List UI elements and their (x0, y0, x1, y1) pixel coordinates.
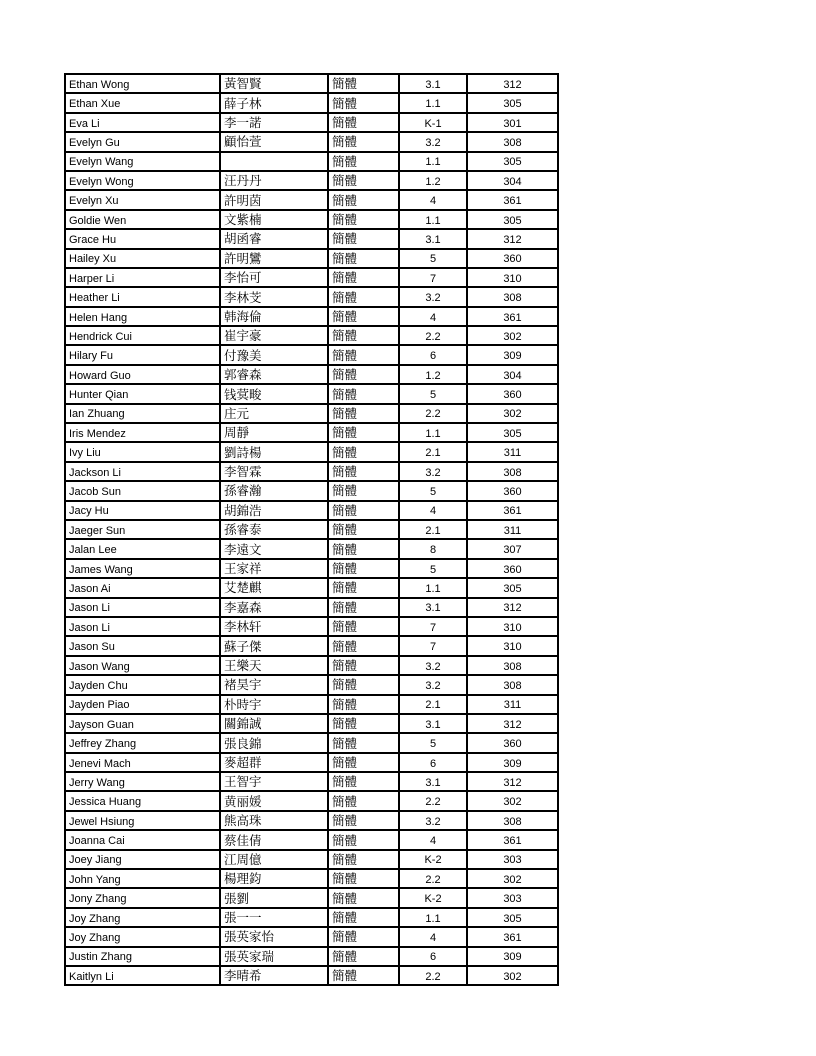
chinese-name-cell: 薛子林 (220, 93, 328, 112)
script-cell: 簡體 (328, 365, 399, 384)
chinese-name-cell: 李林芠 (220, 287, 328, 306)
room-number-cell: 308 (467, 462, 558, 481)
chinese-name-cell: 麥超群 (220, 753, 328, 772)
english-name-cell: Grace Hu (65, 229, 220, 248)
chinese-name-cell: 顧怡萱 (220, 132, 328, 151)
grade-level-cell: K-2 (399, 888, 467, 907)
script-cell: 簡體 (328, 113, 399, 132)
room-number-cell: 361 (467, 927, 558, 946)
grade-level-cell: 1.1 (399, 578, 467, 597)
student-roster-table (64, 73, 559, 986)
room-number-cell: 304 (467, 365, 558, 384)
english-name-cell: Eva Li (65, 113, 220, 132)
room-number-cell: 361 (467, 501, 558, 520)
script-cell: 簡體 (328, 268, 399, 287)
table-row (65, 365, 558, 384)
script-cell: 簡體 (328, 850, 399, 869)
english-name-cell: Harper Li (65, 268, 220, 287)
table-row (65, 307, 558, 326)
english-name-cell: Joy Zhang (65, 908, 220, 927)
table-row (65, 171, 558, 190)
table-row (65, 559, 558, 578)
table-row (65, 791, 558, 810)
grade-level-cell: 7 (399, 636, 467, 655)
chinese-name-cell: 文紫楠 (220, 210, 328, 229)
room-number-cell: 308 (467, 287, 558, 306)
script-cell: 簡體 (328, 384, 399, 403)
room-number-cell: 360 (467, 733, 558, 752)
script-cell: 簡體 (328, 520, 399, 539)
script-cell: 簡體 (328, 74, 399, 93)
english-name-cell: Justin Zhang (65, 947, 220, 966)
english-name-cell: Ian Zhuang (65, 404, 220, 423)
chinese-name-cell: 钱蓂畯 (220, 384, 328, 403)
room-number-cell: 312 (467, 772, 558, 791)
chinese-name-cell: 艾楚麒 (220, 578, 328, 597)
chinese-name-cell: 李遠文 (220, 539, 328, 558)
room-number-cell: 308 (467, 675, 558, 694)
script-cell: 簡體 (328, 947, 399, 966)
chinese-name-cell: 周靜 (220, 423, 328, 442)
english-name-cell: Joey Jiang (65, 850, 220, 869)
english-name-cell: Evelyn Gu (65, 132, 220, 151)
room-number-cell: 301 (467, 113, 558, 132)
table-row (65, 326, 558, 345)
chinese-name-cell: 黃智賢 (220, 74, 328, 93)
grade-level-cell: 5 (399, 249, 467, 268)
english-name-cell: Jony Zhang (65, 888, 220, 907)
chinese-name-cell: 熊高珠 (220, 811, 328, 830)
script-cell: 簡體 (328, 927, 399, 946)
table-row (65, 675, 558, 694)
room-number-cell: 311 (467, 520, 558, 539)
english-name-cell: Jason Su (65, 636, 220, 655)
table-row (65, 152, 558, 171)
script-cell: 簡體 (328, 345, 399, 364)
script-cell: 簡體 (328, 93, 399, 112)
script-cell: 簡體 (328, 733, 399, 752)
chinese-name-cell: 張劉 (220, 888, 328, 907)
grade-level-cell: K-2 (399, 850, 467, 869)
chinese-name-cell: 李怡可 (220, 268, 328, 287)
script-cell: 簡體 (328, 501, 399, 520)
grade-level-cell: K-1 (399, 113, 467, 132)
grade-level-cell: 1.1 (399, 423, 467, 442)
table-row (65, 249, 558, 268)
table-row (65, 345, 558, 364)
table-row (65, 229, 558, 248)
script-cell: 簡體 (328, 539, 399, 558)
script-cell: 簡體 (328, 791, 399, 810)
table-row (65, 733, 558, 752)
table-row (65, 656, 558, 675)
table-row (65, 384, 558, 403)
grade-level-cell: 2.2 (399, 869, 467, 888)
english-name-cell: Jackson Li (65, 462, 220, 481)
script-cell: 簡體 (328, 598, 399, 617)
chinese-name-cell: 楊理鈞 (220, 869, 328, 888)
table-row (65, 636, 558, 655)
room-number-cell: 309 (467, 947, 558, 966)
chinese-name-cell: 張良錦 (220, 733, 328, 752)
chinese-name-cell: 王智宇 (220, 772, 328, 791)
table-row (65, 811, 558, 830)
chinese-name-cell: 蘇子傑 (220, 636, 328, 655)
table-row (65, 113, 558, 132)
grade-level-cell: 5 (399, 733, 467, 752)
room-number-cell: 311 (467, 695, 558, 714)
table-row (65, 268, 558, 287)
grade-level-cell: 5 (399, 481, 467, 500)
chinese-name-cell: 關錦誠 (220, 714, 328, 733)
chinese-name-cell: 李嘉森 (220, 598, 328, 617)
chinese-name-cell: 王家祥 (220, 559, 328, 578)
chinese-name-cell: 胡函睿 (220, 229, 328, 248)
table-row (65, 908, 558, 927)
chinese-name-cell: 李晴希 (220, 966, 328, 985)
table-row (65, 966, 558, 985)
grade-level-cell: 4 (399, 927, 467, 946)
room-number-cell: 308 (467, 811, 558, 830)
english-name-cell: Jason Li (65, 598, 220, 617)
script-cell: 簡體 (328, 753, 399, 772)
english-name-cell: Joy Zhang (65, 927, 220, 946)
script-cell: 簡體 (328, 830, 399, 849)
grade-level-cell: 6 (399, 947, 467, 966)
room-number-cell: 307 (467, 539, 558, 558)
table-row (65, 74, 558, 93)
room-number-cell: 310 (467, 617, 558, 636)
table-row (65, 442, 558, 461)
room-number-cell: 311 (467, 442, 558, 461)
script-cell: 簡體 (328, 636, 399, 655)
script-cell: 簡體 (328, 442, 399, 461)
script-cell: 簡體 (328, 578, 399, 597)
room-number-cell: 305 (467, 578, 558, 597)
room-number-cell: 303 (467, 850, 558, 869)
script-cell: 簡體 (328, 307, 399, 326)
table-row (65, 695, 558, 714)
chinese-name-cell: 張一一 (220, 908, 328, 927)
room-number-cell: 360 (467, 559, 558, 578)
room-number-cell: 305 (467, 93, 558, 112)
grade-level-cell: 3.1 (399, 772, 467, 791)
chinese-name-cell: 黄丽媛 (220, 791, 328, 810)
grade-level-cell: 4 (399, 190, 467, 209)
table-row (65, 210, 558, 229)
table-row (65, 850, 558, 869)
english-name-cell: Evelyn Xu (65, 190, 220, 209)
room-number-cell: 361 (467, 830, 558, 849)
grade-level-cell: 6 (399, 753, 467, 772)
grade-level-cell: 7 (399, 617, 467, 636)
grade-level-cell: 3.1 (399, 598, 467, 617)
grade-level-cell: 2.2 (399, 966, 467, 985)
script-cell: 簡體 (328, 326, 399, 345)
chinese-name-cell: 蔡佳倩 (220, 830, 328, 849)
room-number-cell: 312 (467, 714, 558, 733)
chinese-name-cell: 胡錦浩 (220, 501, 328, 520)
script-cell: 簡體 (328, 908, 399, 927)
english-name-cell: Jalan Lee (65, 539, 220, 558)
english-name-cell: John Yang (65, 869, 220, 888)
chinese-name-cell: 崔宇豪 (220, 326, 328, 345)
english-name-cell: Jacob Sun (65, 481, 220, 500)
script-cell: 簡體 (328, 481, 399, 500)
chinese-name-cell: 張英家瑞 (220, 947, 328, 966)
room-number-cell: 308 (467, 656, 558, 675)
table-row (65, 404, 558, 423)
script-cell: 簡體 (328, 772, 399, 791)
english-name-cell: Joanna Cai (65, 830, 220, 849)
room-number-cell: 304 (467, 171, 558, 190)
script-cell: 簡體 (328, 171, 399, 190)
grade-level-cell: 1.1 (399, 210, 467, 229)
script-cell: 簡體 (328, 714, 399, 733)
grade-level-cell: 4 (399, 501, 467, 520)
grade-level-cell: 5 (399, 559, 467, 578)
grade-level-cell: 7 (399, 268, 467, 287)
room-number-cell: 303 (467, 888, 558, 907)
grade-level-cell: 3.2 (399, 462, 467, 481)
script-cell: 簡體 (328, 617, 399, 636)
table-row (65, 753, 558, 772)
room-number-cell: 302 (467, 869, 558, 888)
chinese-name-cell: 許明鸞 (220, 249, 328, 268)
grade-level-cell: 2.1 (399, 520, 467, 539)
table-row (65, 617, 558, 636)
room-number-cell: 312 (467, 598, 558, 617)
script-cell: 簡體 (328, 190, 399, 209)
grade-level-cell: 3.2 (399, 811, 467, 830)
english-name-cell: Jaeger Sun (65, 520, 220, 539)
english-name-cell: Jenevi Mach (65, 753, 220, 772)
chinese-name-cell: 王樂天 (220, 656, 328, 675)
english-name-cell: Jacy Hu (65, 501, 220, 520)
english-name-cell: Hunter Qian (65, 384, 220, 403)
room-number-cell: 308 (467, 132, 558, 151)
chinese-name-cell: 庄元 (220, 404, 328, 423)
english-name-cell: Jason Li (65, 617, 220, 636)
english-name-cell: Jayden Chu (65, 675, 220, 694)
table-row (65, 462, 558, 481)
grade-level-cell: 1.2 (399, 171, 467, 190)
table-row (65, 287, 558, 306)
grade-level-cell: 3.2 (399, 132, 467, 151)
english-name-cell: Kaitlyn Li (65, 966, 220, 985)
script-cell: 簡體 (328, 675, 399, 694)
grade-level-cell: 1.1 (399, 152, 467, 171)
english-name-cell: Helen Hang (65, 307, 220, 326)
english-name-cell: Hilary Fu (65, 345, 220, 364)
chinese-name-cell: 汪丹丹 (220, 171, 328, 190)
script-cell: 簡體 (328, 462, 399, 481)
english-name-cell: Jason Ai (65, 578, 220, 597)
room-number-cell: 360 (467, 481, 558, 500)
grade-level-cell: 2.2 (399, 326, 467, 345)
grade-level-cell: 3.2 (399, 656, 467, 675)
chinese-name-cell: 李一諾 (220, 113, 328, 132)
roster-table-body (65, 74, 558, 985)
grade-level-cell: 2.1 (399, 442, 467, 461)
english-name-cell: Ethan Wong (65, 74, 220, 93)
english-name-cell: Ivy Liu (65, 442, 220, 461)
english-name-cell: Jason Wang (65, 656, 220, 675)
grade-level-cell: 3.1 (399, 714, 467, 733)
room-number-cell: 305 (467, 908, 558, 927)
grade-level-cell: 1.2 (399, 365, 467, 384)
grade-level-cell: 2.1 (399, 695, 467, 714)
script-cell: 簡體 (328, 695, 399, 714)
english-name-cell: Howard Guo (65, 365, 220, 384)
table-row (65, 947, 558, 966)
grade-level-cell: 5 (399, 384, 467, 403)
table-row (65, 830, 558, 849)
table-row (65, 888, 558, 907)
room-number-cell: 312 (467, 74, 558, 93)
room-number-cell: 305 (467, 152, 558, 171)
room-number-cell: 360 (467, 384, 558, 403)
table-row (65, 423, 558, 442)
script-cell: 簡體 (328, 249, 399, 268)
grade-level-cell: 1.1 (399, 908, 467, 927)
table-row (65, 501, 558, 520)
grade-level-cell: 4 (399, 307, 467, 326)
room-number-cell: 302 (467, 404, 558, 423)
table-row (65, 598, 558, 617)
room-number-cell: 309 (467, 345, 558, 364)
grade-level-cell: 2.2 (399, 791, 467, 810)
script-cell: 簡體 (328, 404, 399, 423)
room-number-cell: 302 (467, 326, 558, 345)
grade-level-cell: 8 (399, 539, 467, 558)
english-name-cell: Hailey Xu (65, 249, 220, 268)
script-cell: 簡體 (328, 287, 399, 306)
table-row (65, 132, 558, 151)
chinese-name-cell: 孫睿泰 (220, 520, 328, 539)
table-row (65, 481, 558, 500)
english-name-cell: Heather Li (65, 287, 220, 306)
script-cell: 簡體 (328, 966, 399, 985)
chinese-name-cell: 李林轩 (220, 617, 328, 636)
table-row (65, 927, 558, 946)
script-cell: 簡體 (328, 132, 399, 151)
chinese-name-cell: 朴時宇 (220, 695, 328, 714)
english-name-cell: James Wang (65, 559, 220, 578)
room-number-cell: 310 (467, 268, 558, 287)
table-row (65, 539, 558, 558)
english-name-cell: Jayson Guan (65, 714, 220, 733)
chinese-name-cell: 李智霖 (220, 462, 328, 481)
room-number-cell: 305 (467, 423, 558, 442)
english-name-cell: Evelyn Wang (65, 152, 220, 171)
script-cell: 簡體 (328, 152, 399, 171)
grade-level-cell: 3.1 (399, 74, 467, 93)
room-number-cell: 360 (467, 249, 558, 268)
script-cell: 簡體 (328, 559, 399, 578)
script-cell: 簡體 (328, 811, 399, 830)
grade-level-cell: 2.2 (399, 404, 467, 423)
grade-level-cell: 3.1 (399, 229, 467, 248)
room-number-cell: 302 (467, 966, 558, 985)
chinese-name-cell: 付豫美 (220, 345, 328, 364)
script-cell: 簡體 (328, 229, 399, 248)
english-name-cell: Jessica Huang (65, 791, 220, 810)
chinese-name-cell: 張英家怡 (220, 927, 328, 946)
english-name-cell: Hendrick Cui (65, 326, 220, 345)
grade-level-cell: 6 (399, 345, 467, 364)
english-name-cell: Jewel Hsiung (65, 811, 220, 830)
table-row (65, 93, 558, 112)
chinese-name-cell: 劉詩楊 (220, 442, 328, 461)
grade-level-cell: 3.2 (399, 287, 467, 306)
room-number-cell: 361 (467, 307, 558, 326)
grade-level-cell: 4 (399, 830, 467, 849)
table-row (65, 772, 558, 791)
script-cell: 簡體 (328, 656, 399, 675)
chinese-name-cell (220, 152, 328, 171)
table-row (65, 714, 558, 733)
room-number-cell: 361 (467, 190, 558, 209)
script-cell: 簡體 (328, 423, 399, 442)
english-name-cell: Jeffrey Zhang (65, 733, 220, 752)
chinese-name-cell: 郭睿森 (220, 365, 328, 384)
grade-level-cell: 3.2 (399, 675, 467, 694)
chinese-name-cell: 許明茵 (220, 190, 328, 209)
english-name-cell: Jerry Wang (65, 772, 220, 791)
script-cell: 簡體 (328, 888, 399, 907)
chinese-name-cell: 韩海倫 (220, 307, 328, 326)
room-number-cell: 302 (467, 791, 558, 810)
english-name-cell: Evelyn Wong (65, 171, 220, 190)
english-name-cell: Ethan Xue (65, 93, 220, 112)
english-name-cell: Jayden Piao (65, 695, 220, 714)
chinese-name-cell: 孫睿瀚 (220, 481, 328, 500)
room-number-cell: 305 (467, 210, 558, 229)
table-row (65, 520, 558, 539)
script-cell: 簡體 (328, 210, 399, 229)
script-cell: 簡體 (328, 869, 399, 888)
room-number-cell: 312 (467, 229, 558, 248)
chinese-name-cell: 江周億 (220, 850, 328, 869)
english-name-cell: Goldie Wen (65, 210, 220, 229)
english-name-cell: Iris Mendez (65, 423, 220, 442)
table-row (65, 869, 558, 888)
room-number-cell: 309 (467, 753, 558, 772)
table-row (65, 190, 558, 209)
grade-level-cell: 1.1 (399, 93, 467, 112)
table-row (65, 578, 558, 597)
room-number-cell: 310 (467, 636, 558, 655)
chinese-name-cell: 褚昊宇 (220, 675, 328, 694)
